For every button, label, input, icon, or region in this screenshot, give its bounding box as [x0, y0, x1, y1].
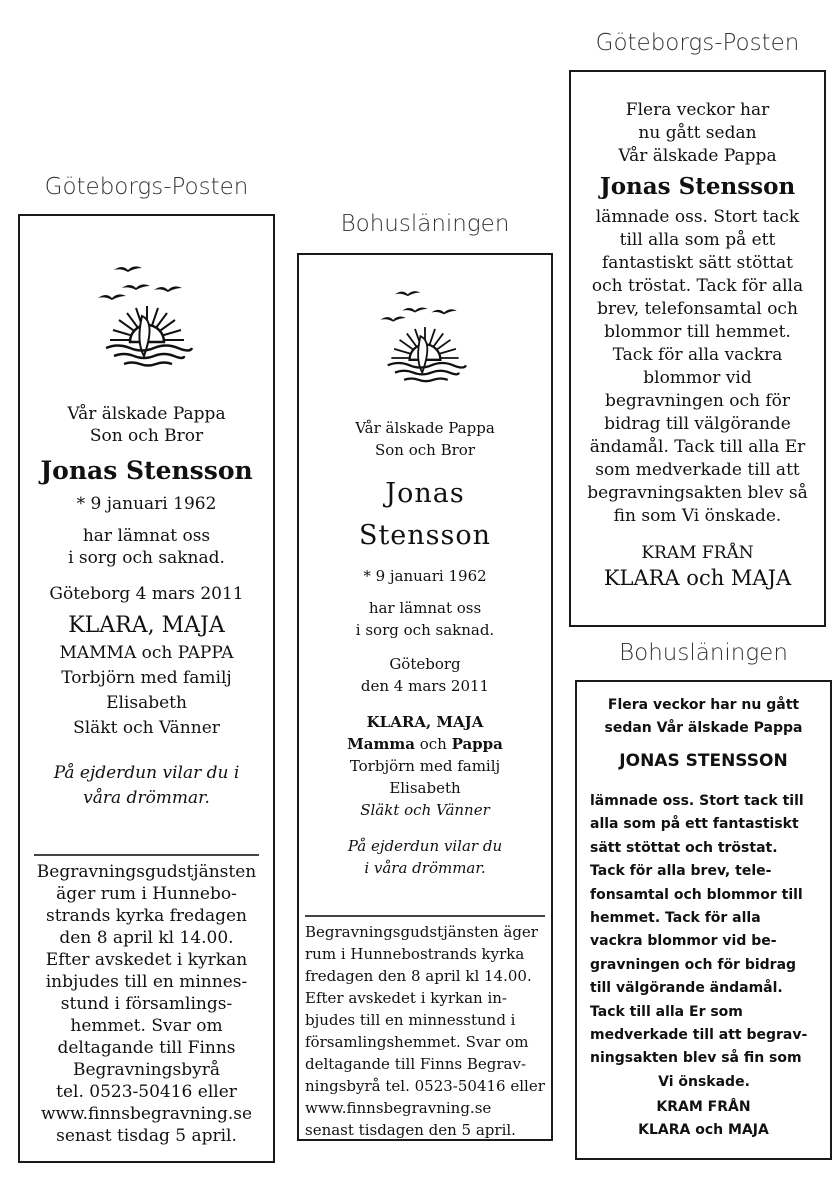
thanks-line: och tröstat. Tack för alla — [591, 276, 804, 296]
message-line: har lämnat oss — [82, 526, 211, 546]
verse-line: i våra drömmar. — [364, 859, 486, 877]
thanks-line: brev, telefonsamtal och — [597, 299, 798, 319]
obituary-ad-bohus — [297, 253, 553, 1141]
funeral-line: senast tisdag 5 april. — [56, 1126, 237, 1146]
deceased-name: Jonas Stensson — [40, 456, 253, 485]
birth-date: * 9 januari 1962 — [363, 567, 487, 585]
funeral-line: den 8 april kl 14.00. — [59, 928, 234, 948]
thanks-line: alla som på ett fantastiskt — [590, 816, 799, 833]
date-line: den 4 mars 2011 — [360, 677, 490, 695]
message-line: i sorg och saknad. — [355, 621, 495, 639]
funeral-line: Begravningsgudstjänsten — [36, 862, 257, 882]
och-word: och — [414, 735, 452, 753]
birth-date: * 9 januari 1962 — [76, 494, 217, 514]
funeral-line: äger rum i Hunnebo- — [56, 884, 237, 904]
funeral-line: rum i Hunnebostrands kyrka — [305, 945, 525, 963]
funeral-line: www.finnsbegravning.se — [40, 1104, 253, 1124]
funeral-line: bjudes till en minnesstund i — [305, 1011, 516, 1029]
funeral-line: inbjudes till en minnes- — [45, 972, 248, 992]
funeral-line: hemmet. Svar om — [70, 1016, 223, 1036]
funeral-info — [305, 921, 545, 1141]
thanks-line: fonsamtal och blommor till — [590, 886, 803, 903]
sun-birds-icon — [20, 260, 273, 380]
deceased-name: Jonas — [385, 478, 465, 509]
funeral-line: deltagande till Finns Begrav- — [305, 1055, 527, 1073]
thanks-line: blommor till hemmet. — [604, 322, 791, 342]
relatives-line: Släkt och Vänner — [360, 801, 490, 819]
funeral-line: stund i församlings- — [60, 994, 233, 1014]
deceased-name: Stensson — [358, 520, 492, 551]
thanks-line: bidrag till välgörande — [604, 414, 791, 434]
signature: KLARA och MAJA — [603, 566, 792, 590]
intro-line: Vår älskade Pappa — [355, 419, 495, 437]
thanks-text — [590, 790, 818, 1094]
funeral-line: församlingshemmet. Svar om — [305, 1033, 529, 1051]
thanks-line: begravningen och för — [604, 391, 791, 411]
funeral-line: strands kyrka fredagen — [45, 906, 248, 926]
thanks-line: fantastiskt sätt stöttat — [602, 253, 793, 273]
place-date: Göteborg 4 mars 2011 — [49, 584, 244, 604]
message-line: i sorg och saknad. — [68, 548, 225, 568]
mourners-main: KLARA, MAJA — [366, 713, 484, 731]
newspaper-label-bohus-1: Bohusläningen — [340, 211, 510, 237]
intro-line: Flera veckor har — [625, 100, 770, 120]
thanks-line: vackra blommor vid be- — [590, 933, 777, 950]
intro-line: Vår älskade Pappa — [618, 146, 777, 166]
thanks-line: Tack för alla brev, tele- — [590, 863, 772, 880]
mourners-main: KLARA, MAJA — [68, 613, 225, 638]
funeral-line: Begravningsbyrå — [73, 1060, 220, 1080]
divider — [305, 915, 545, 917]
intro-line: Son och Bror — [89, 426, 204, 446]
mamma-word: Mamma — [347, 735, 415, 753]
pappa-word: Pappa — [451, 735, 503, 753]
thank-you-ad-bohus — [575, 680, 832, 1160]
signature: KRAM FRÅN — [656, 1099, 751, 1115]
mourner-line: Torbjörn med familj — [61, 668, 232, 688]
message-line: har lämnat oss — [368, 599, 482, 617]
signature: KLARA och MAJA — [638, 1122, 769, 1139]
funeral-line: Efter avskedet i kyrkan in- — [305, 989, 507, 1007]
thanks-line: ningsakten blev så fin som — [590, 1050, 802, 1067]
verse-line: På ejderdun vilar du — [347, 837, 503, 855]
mourner-line: Släkt och Vänner — [73, 718, 220, 738]
signature-small: KRAM FRÅN — [641, 543, 754, 563]
thanks-line: Tack för alla vackra — [612, 345, 783, 365]
funeral-info — [20, 861, 273, 1147]
sun-birds-icon — [299, 285, 551, 395]
parents-line — [299, 733, 551, 755]
thanks-line: som medverkade till att — [595, 460, 800, 480]
thank-you-ad-gp — [569, 70, 826, 627]
thanks-line: hemmet. Tack för alla — [590, 910, 761, 927]
intro-line: nu gått sedan — [638, 123, 757, 143]
thanks-line: Vi önskade. — [658, 1073, 750, 1090]
intro-line: Flera veckor har nu gått — [607, 697, 800, 713]
funeral-line: Efter avskedet i kyrkan — [45, 950, 248, 970]
verse-line: På ejderdun vilar du i — [53, 763, 240, 783]
funeral-line: Begravningsgudstjänsten äger — [305, 923, 538, 941]
newspaper-label-bohus-2: Bohusläningen — [619, 640, 788, 666]
place-line: Göteborg — [389, 655, 461, 673]
thanks-line: lämnade oss. Stort tack — [595, 207, 800, 227]
mourner-line: Elisabeth — [389, 779, 461, 797]
funeral-line: tel. 0523-50416 eller — [56, 1082, 237, 1102]
mourner-line: Torbjörn med familj — [349, 757, 501, 775]
mourner-line: MAMMA och PAPPA — [59, 643, 234, 663]
deceased-name: JONAS STENSSON — [619, 750, 788, 771]
divider — [34, 854, 259, 856]
intro-line: Vår älskade Pappa — [67, 404, 226, 424]
funeral-line: ningsbyrå tel. 0523-50416 eller — [305, 1077, 545, 1095]
intro-line: Son och Bror — [375, 441, 475, 459]
thanks-line: sätt stöttat och tröstat. — [590, 839, 778, 856]
thanks-line: Tack till alla Er som — [590, 1003, 743, 1020]
funeral-line: www.finnsbegravning.se — [305, 1099, 492, 1117]
thanks-line: blommor vid — [643, 368, 752, 388]
deceased-name: Jonas Stensson — [599, 173, 796, 200]
mourner-line: Elisabeth — [106, 693, 187, 713]
thanks-line: till välgörande ändamål. — [590, 980, 783, 997]
thanks-line: fin som Vi önskade. — [613, 506, 782, 526]
funeral-line: fredagen den 8 april kl 14.00. — [305, 967, 532, 985]
intro-line: sedan Vår älskade Pappa — [604, 720, 803, 737]
obituary-ad-gp — [18, 214, 275, 1163]
thanks-line: ändamål. Tack till alla Er — [589, 437, 806, 457]
thanks-line: gravningen och för bidrag — [590, 956, 797, 973]
thanks-line: begravningsakten blev så — [587, 483, 808, 503]
funeral-line: deltagande till Finns — [57, 1038, 236, 1058]
newspaper-label-gp-2: Göteborgs-Posten — [595, 30, 800, 56]
thanks-line: medverkade till att begrav- — [590, 1027, 808, 1044]
newspaper-label-gp-1: Göteborgs-Posten — [44, 174, 249, 200]
thanks-line: lämnade oss. Stort tack till — [590, 793, 804, 809]
thanks-line: till alla som på ett — [619, 230, 776, 250]
verse-line: våra drömmar. — [83, 788, 210, 808]
funeral-line: senast tisdagen den 5 april. — [305, 1121, 516, 1139]
